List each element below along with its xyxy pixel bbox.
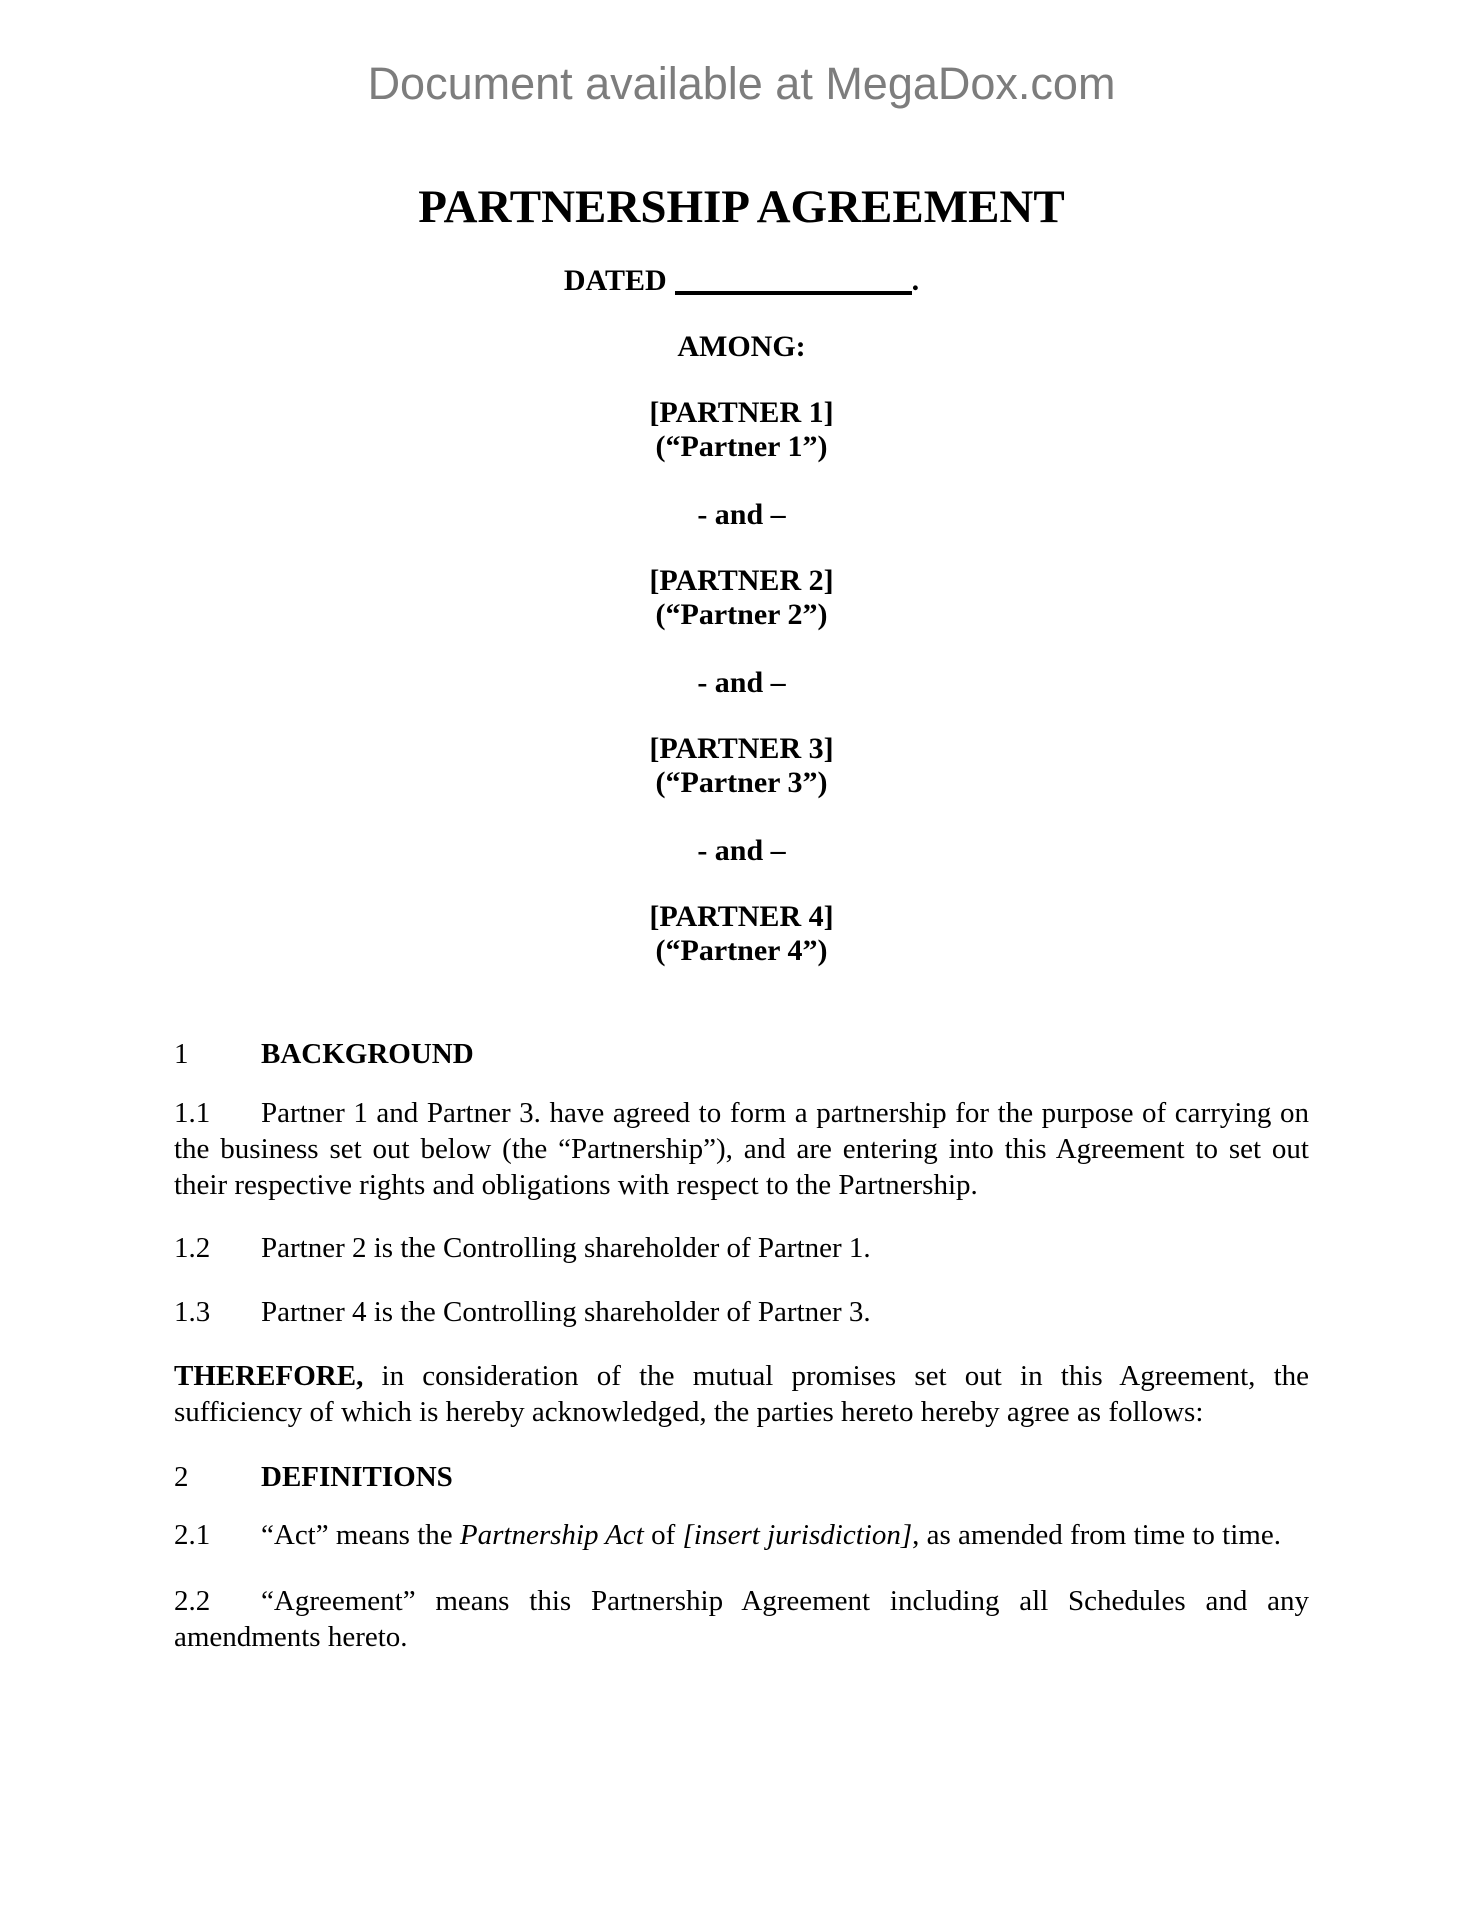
clause-text: Partner 4 is the Controlling shareholder of Partner 3. [261,1296,871,1328]
clause-text-part: , as amended from time to time. [912,1519,1281,1551]
party-name: [PARTNER 2] [649,564,834,597]
party-alias: (“Partner 3”) [655,766,828,799]
section-heading-label: DEFINITIONS [261,1461,453,1493]
clause-text-part: “Act” means the [261,1519,460,1551]
page-title: PARTNERSHIP AGREEMENT [418,181,1065,233]
clause-text-italic: Partnership Act [459,1519,644,1551]
clause-number: 1.2 [174,1232,211,1264]
party-name: [PARTNER 3] [649,732,834,765]
section-heading-label: BACKGROUND [261,1038,474,1070]
clause-number: 2.1 [174,1519,211,1551]
party-name: [PARTNER 4] [649,900,834,933]
party-alias: (“Partner 4”) [655,934,828,967]
party-name: [PARTNER 1] [649,396,834,429]
therefore-text: in consideration of the mutual promises set out in this Agreement, the sufficiency of which is hereby acknowledged, the parties hereto hereby agree as follows: [174,1360,1309,1428]
and-separator: - and – [697,666,786,699]
clause-text: Partner 1 and Partner 3. have agreed to form a partnership for the purpose of carrying on the business set out below (the “Partnership”), and are entering into this Agreement to set out their respective rights and obligations with respect to the Partnership. [174,1097,1309,1201]
and-separator: - and – [697,498,786,531]
party-block-1 [174,396,1309,464]
party-block-2 [174,564,1309,632]
section-number: 2 [174,1461,189,1493]
clause-1-1 [174,1095,1309,1203]
clause-number: 1.3 [174,1296,211,1328]
party-alias: (“Partner 2”) [655,598,828,631]
dated-blank-field [675,265,912,295]
header-notice: Document available at MegaDox.com [367,58,1116,109]
among-label: AMONG: [677,330,806,363]
section-heading-definitions [174,1458,1309,1496]
section-number: 1 [174,1038,189,1070]
party-block-3 [174,732,1309,800]
party-alias: (“Partner 1”) [655,430,828,463]
clause-text: Partner 2 is the Controlling shareholder of Partner 1. [261,1232,871,1264]
clause-2-1 [174,1517,1309,1553]
clause-number: 1.1 [174,1097,211,1129]
therefore-paragraph [174,1358,1309,1430]
clause-1-2 [174,1230,1309,1266]
dated-line [174,262,1309,300]
clause-number: 2.2 [174,1585,211,1617]
clause-text: “Agreement” means this Partnership Agreement including all Schedules and any amendments hereto. [174,1585,1309,1653]
dated-period: . [911,264,920,297]
dated-label: DATED [563,264,667,297]
and-separator: - and – [697,834,786,867]
section-heading-background [174,1035,1309,1073]
clause-2-2 [174,1583,1309,1655]
clause-1-3 [174,1294,1309,1330]
clause-text-part: of [643,1519,683,1551]
therefore-lead: THEREFORE, [174,1360,364,1392]
clause-text-italic: [insert jurisdiction] [682,1519,913,1551]
party-block-4 [174,900,1309,968]
